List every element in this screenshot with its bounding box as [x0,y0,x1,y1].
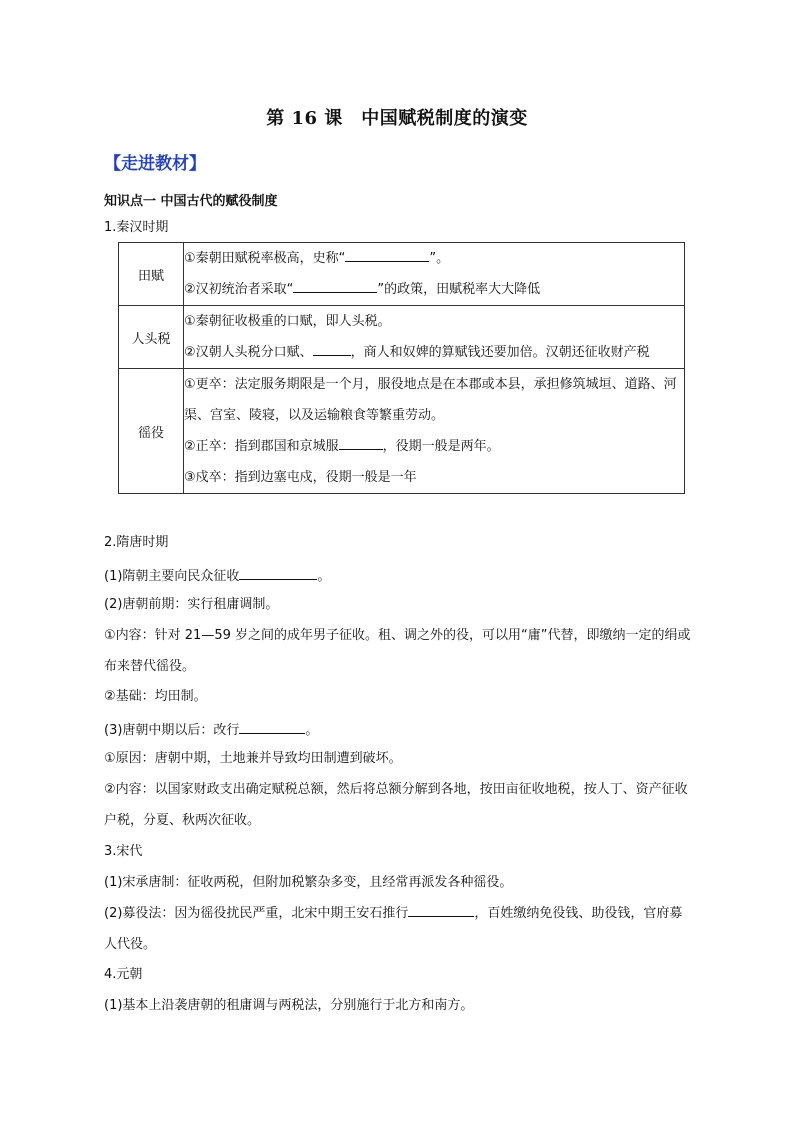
table-content-cell [184,306,685,369]
tang-mid-item: (3)唐朝中期以后：改行 。 [104,719,318,740]
table-category-cell: 人头税 [119,306,184,369]
song-item-1: (1)宋承唐制：征收两税，但附加税繁杂多变，且经常再派发各种徭役。 [104,875,513,890]
table-item: ①更卒：法定服务期限是一个月，服役地点是在本郡或本县，承担修筑城垣、道路、河渠、宫室、陵寝，以及运输粮食等繁重劳动。 [184,377,677,423]
answer-blank[interactable] [408,902,474,917]
tang-basis: ②基础：均田制。 [104,689,207,704]
qinhan-tax-table [118,242,685,494]
answer-blank[interactable] [313,341,351,356]
table-item: ①秦朝田赋税率极高，史称“ ”。 [184,243,684,274]
table-row [119,369,685,494]
table-content-cell [184,243,685,306]
answer-blank[interactable] [345,247,429,262]
answer-blank[interactable] [239,565,317,580]
answer-blank[interactable] [293,278,377,293]
table-category-cell: 田赋 [119,243,184,306]
song-item-2: (2)募役法：因为徭役扰民严重，北宋中期王安石推行 ，百姓缴纳免役钱、助役钱，官府募人代役。 [104,898,694,960]
table-item: ②汉初统治者采取“ ”的政策，田赋税率大大降低 [184,274,684,305]
table-row [119,243,685,306]
table-content-cell [184,369,685,494]
song-heading: 3.宋代 [104,844,143,859]
qinhan-heading: 1.秦汉时期 [104,220,169,235]
section-heading: 【走进教材】 [104,154,206,174]
yuan-heading: 4.元朝 [104,967,143,982]
table-category-cell: 徭役 [119,369,184,494]
table-item: ②正卒：指到郡国和京城服 ，役期一般是两年。 [184,431,684,462]
table-item: ②汉朝人头税分口赋、 ，商人和奴婢的算赋钱还要加倍。汉朝还征收财产税 [184,337,684,368]
yuan-item-1: (1)基本上沿袭唐朝的租庸调与两税法，分别施行于北方和南方。 [104,998,474,1013]
tang-mid-content: ②内容：以国家财政支出确定赋税总额，然后将总额分解到各地，按田亩征收地税，按人丁、资产征收户税，分夏、秋两次征收。 [104,782,688,828]
answer-blank[interactable] [239,719,305,734]
answer-blank[interactable] [339,435,383,450]
knowledge-point-title: 知识点一 中国古代的赋役制度 [104,194,278,209]
table-item: ③戍卒：指到边塞屯戍，役期一般是一年 [184,470,417,485]
table-row [119,306,685,369]
tang-content: ①内容：针对 21—59 岁之间的成年男子征收。租、调之外的役，可以用“庸”代替，即缴纳一定的绢或布来替代徭役。 [104,628,691,674]
sui-item: (1)隋朝主要向民众征收 。 [104,565,330,586]
table-item: ①秦朝征收极重的口赋，即人头税。 [184,314,391,329]
tang-early-item: (2)唐朝前期：实行租庸调制。 [104,597,279,612]
suitang-heading: 2.隋唐时期 [104,535,169,550]
page-title: 第 16 课 中国赋税制度的演变 [266,108,528,129]
tang-mid-reason: ①原因：唐朝中期，土地兼并导致均田制遭到破坏。 [104,751,402,766]
